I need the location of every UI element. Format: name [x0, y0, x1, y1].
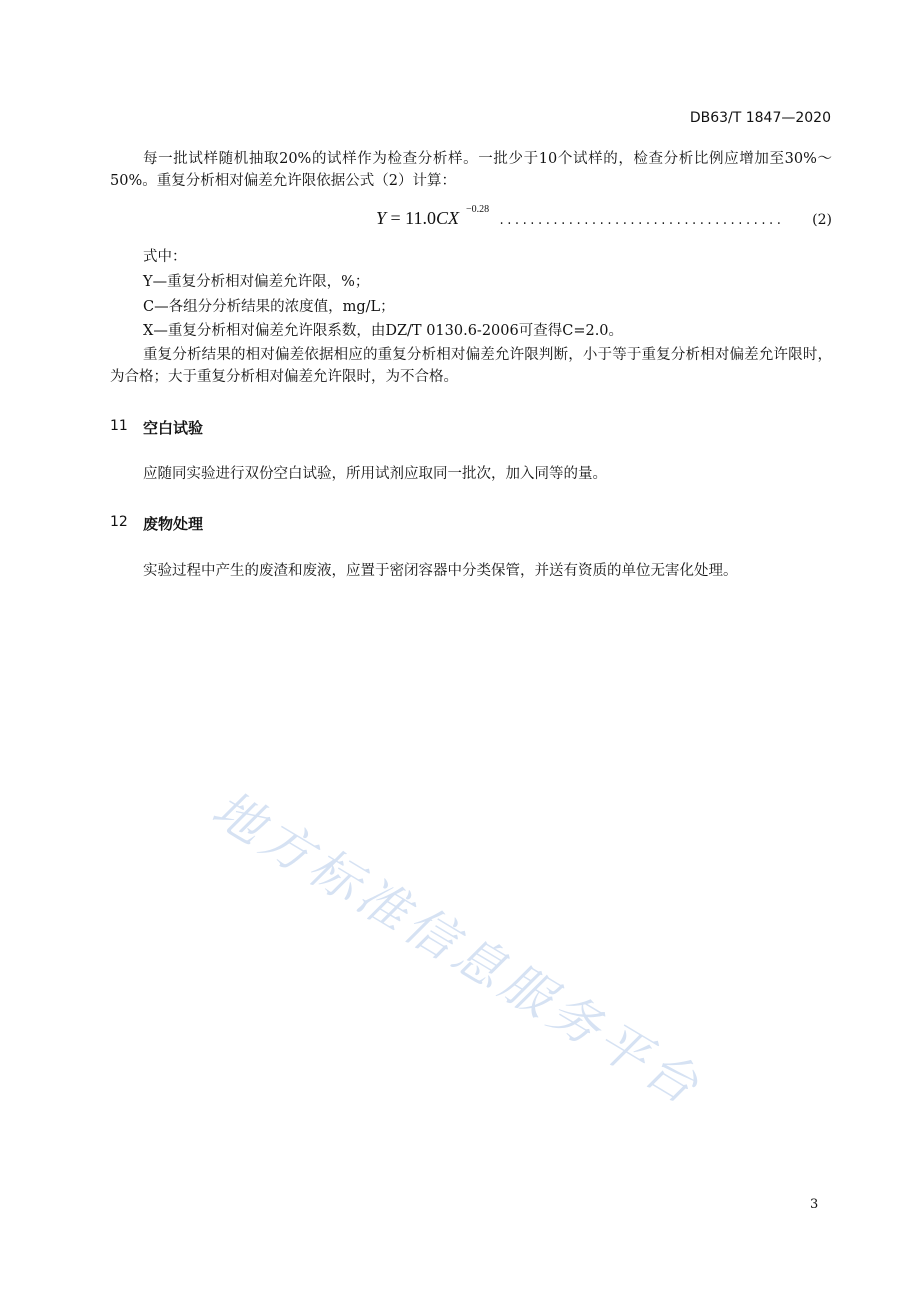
section-number: 11: [110, 418, 128, 434]
formula-number: (2): [812, 212, 832, 228]
intro-paragraph: 每一批试样随机抽取20%的试样作为检查分析样。一批少于10个试样的，检查分析比例应增加至30%～50%。重复分析相对偏差允许限依据公式（2）计算：: [110, 151, 832, 189]
page-number: 3: [810, 1197, 819, 1212]
section-text: 应随同实验进行双份空白试验，所用试剂应取同一批次，加入同等的量。: [143, 466, 607, 482]
document-code: DB63/T 1847—2020: [689, 110, 831, 126]
formula-exponent: −0.28: [466, 204, 490, 215]
where-item-x: X—重复分析相对偏差允许限系数，由DZ/T 0130.6-2006可查得C=2.0。: [143, 323, 624, 339]
section-title: 废物处理: [143, 515, 204, 533]
formula-leader-dots: .....................................: [498, 214, 783, 228]
watermark: 地方标准信息服务平台: [202, 779, 713, 1118]
section-text: 实验过程中产生的废渣和废液，应置于密闭容器中分类保管，并送有资质的单位无害化处理。: [143, 563, 738, 579]
where-item-c: C—各组分分析结果的浓度值，mg/L；: [143, 299, 395, 315]
where-label: 式中：: [143, 249, 187, 265]
formula-2: [376, 204, 832, 234]
where-item-y: Y—重复分析相对偏差允许限，%；: [143, 274, 370, 290]
formula-expression: Y = 11.0CX: [376, 208, 460, 228]
section-number: 12: [110, 514, 128, 530]
section-title: 空白试验: [143, 419, 204, 437]
judgement-paragraph: 重复分析结果的相对偏差依据相应的重复分析相对偏差允许限判断，小于等于重复分析相对偏差允许限时，为合格；大于重复分析相对偏差允许限时，为不合格。: [110, 347, 832, 385]
